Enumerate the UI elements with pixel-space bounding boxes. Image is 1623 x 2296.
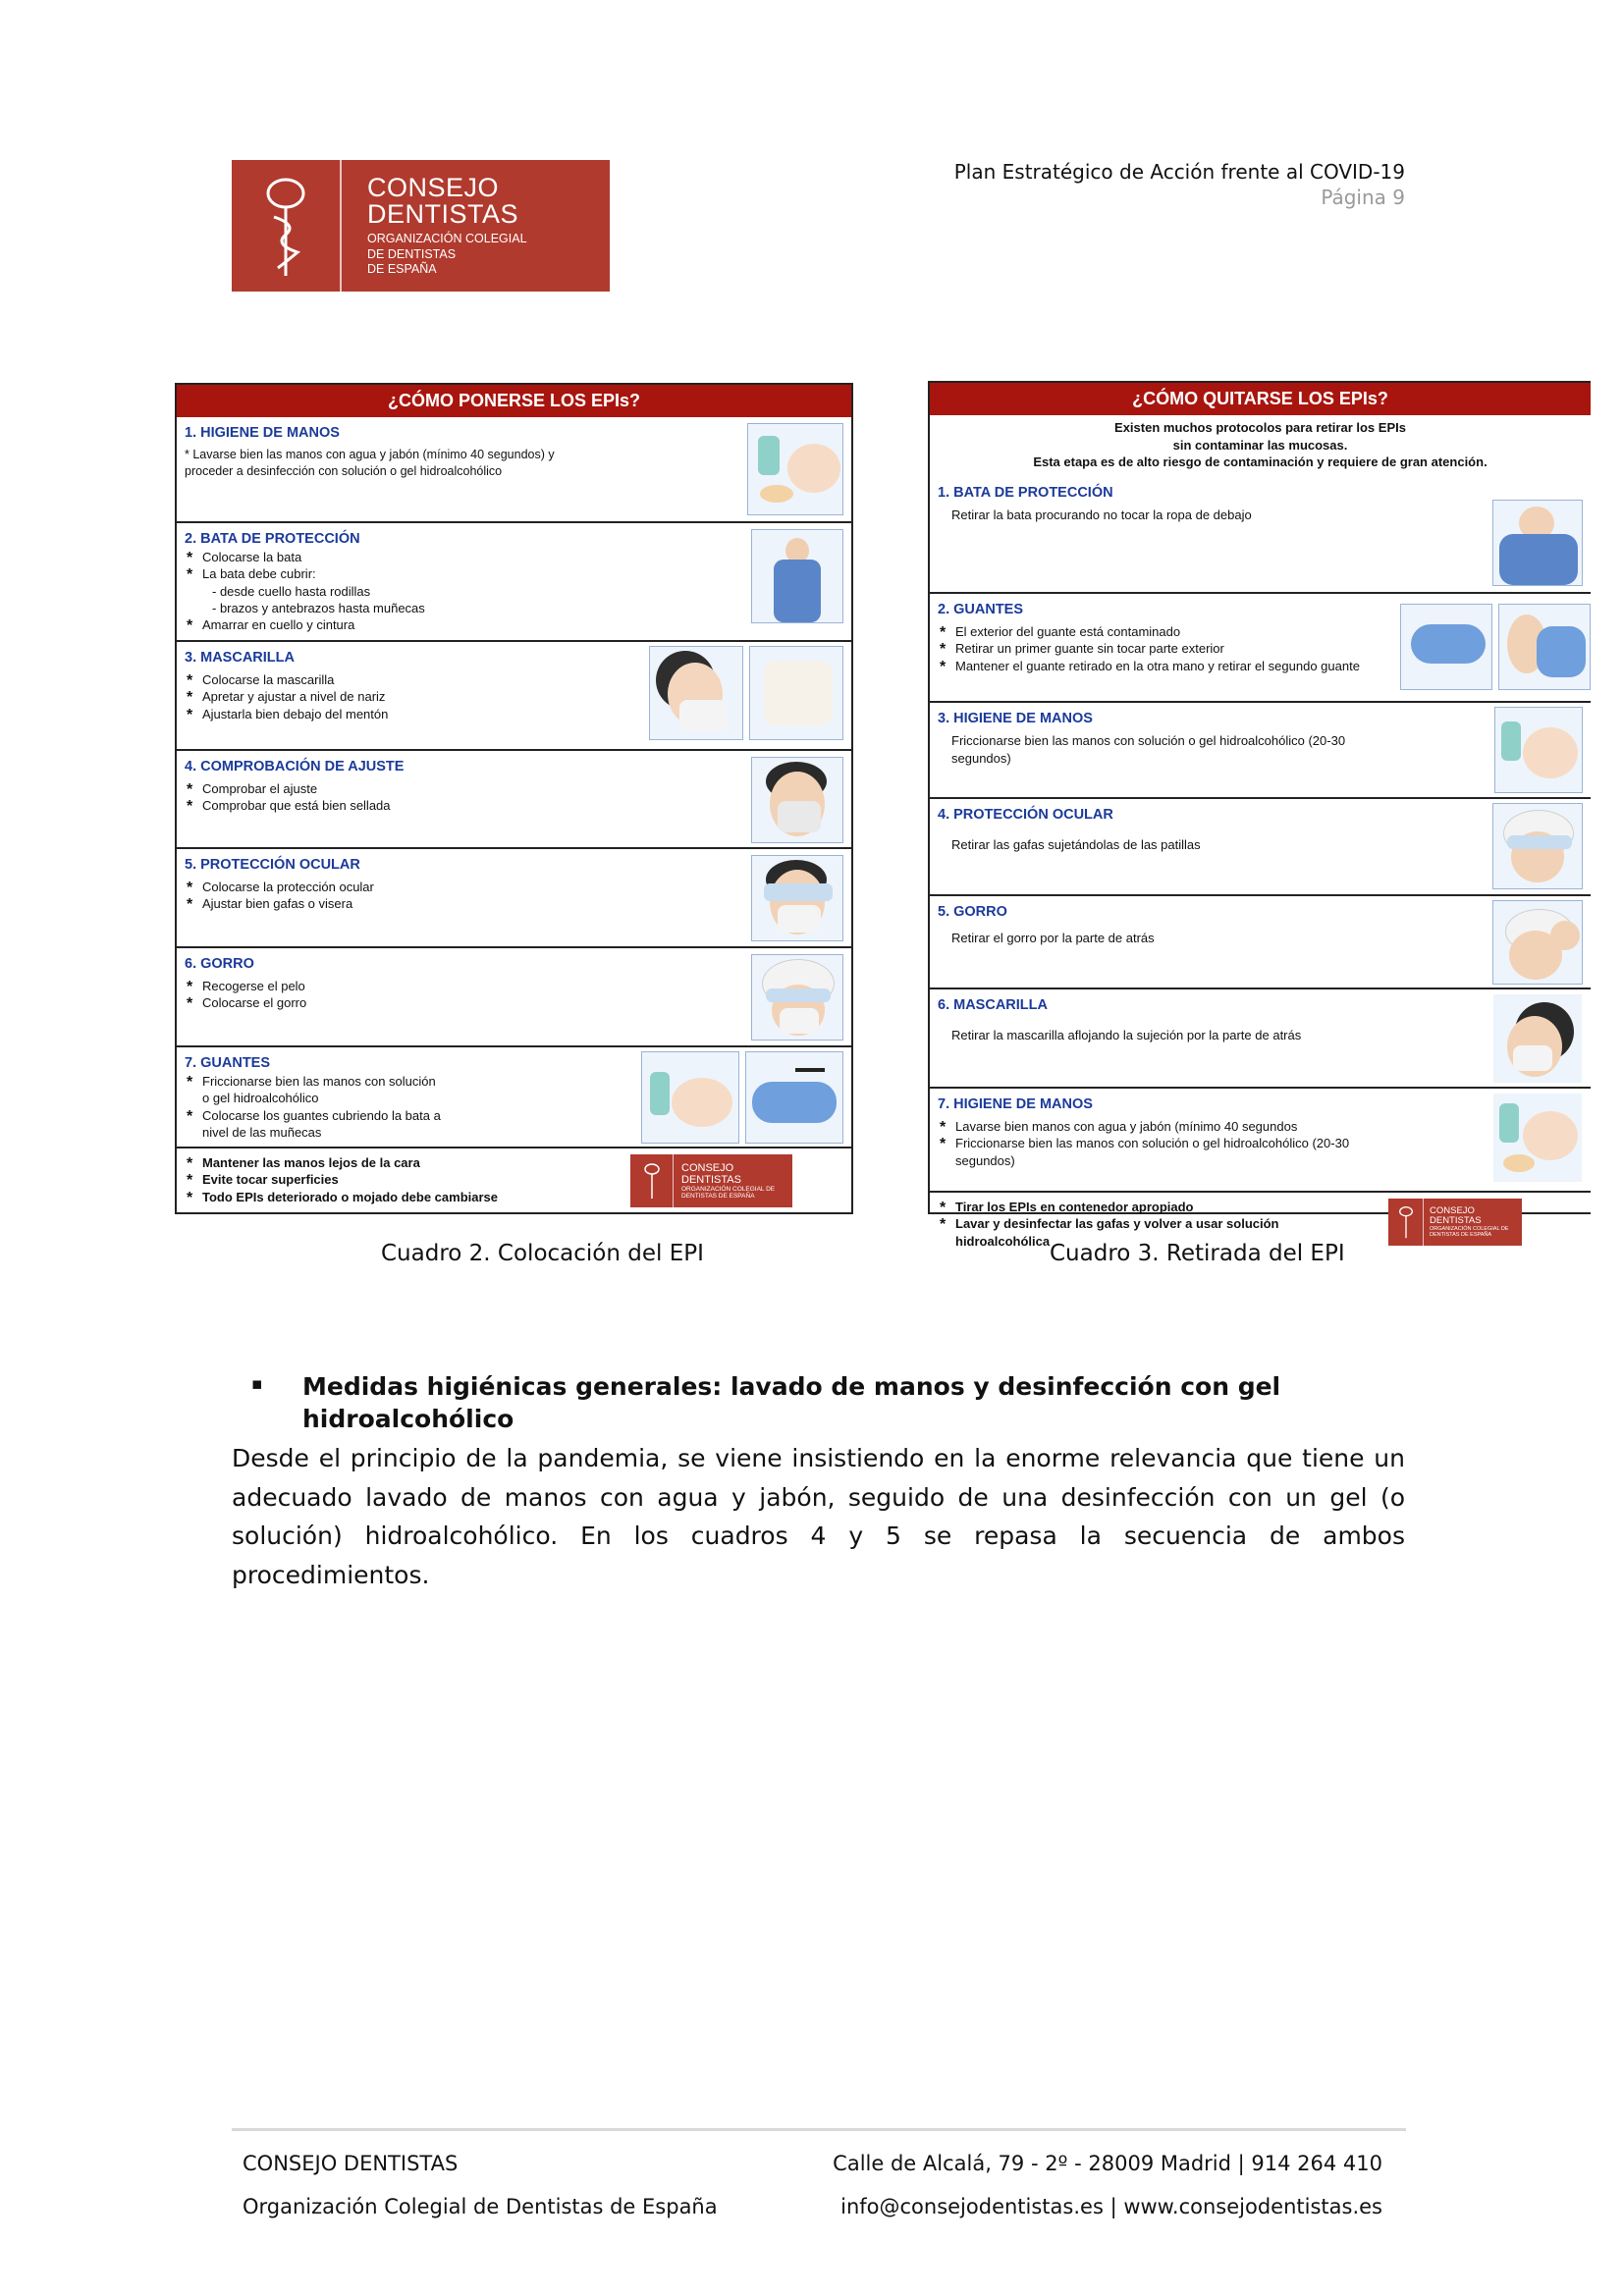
section-title: 2. GUANTES [938,602,1024,617]
logo-line-2: DENTISTAS [367,199,519,230]
glove-removal-illustration-2 [1498,604,1591,690]
gown-removal-illustration [1492,500,1583,586]
consejo-dentistas-mini-logo [1388,1199,1522,1246]
cap-removal-illustration [1492,900,1583,985]
section-title: 4. PROTECCIÓN OCULAR [938,807,1113,823]
section-title: 3. HIGIENE DE MANOS [938,711,1093,726]
section-title: 4. COMPROBACIÓN DE AJUSTE [185,759,405,774]
page-header [954,160,1405,209]
mini-logo-line-1: CONSEJO [681,1161,734,1174]
intro-line: Esta etapa es de alto riesgo de contaminación y requiere de gran atención. [1033,454,1488,470]
logo-sub-3: DE ESPAÑA [367,262,437,277]
list-item: * Comprobar el ajuste [185,780,843,797]
logo-sub-1: ORGANIZACIÓN COLEGIAL [367,232,527,246]
hand-washing-illustration [1492,1093,1583,1183]
mini-logo-line-2: DENTISTAS [1430,1214,1482,1226]
caduceus-icon [232,160,342,292]
section-fit-check [177,751,851,849]
list-item: * Lavarse bien manos con agua y jabón (mínimo 40 segundos [938,1118,1399,1135]
section-title: 3. MASCARILLA [185,650,295,666]
section-text: Retirar la mascarilla aflojando la sujeción por la parte de atrás [951,1028,1302,1042]
list-item: * Ajustar bien gafas o visera [185,895,843,912]
section-mask-removal [930,989,1591,1089]
hand-rub-illustration [1494,707,1583,793]
caption-cuadro-3: Cuadro 3. Retirada del EPI [1050,1241,1345,1266]
donning-epi-panel [175,383,853,1214]
list-item: * Todo EPIs deteriorado o mojado debe cambiarse [185,1189,843,1205]
gloving-illustration [745,1051,843,1144]
list-item: * Lavar y desinfectar las gafas y volver a usar solución hidroalcohólica [938,1215,1321,1250]
mask-removal-illustration [1492,993,1583,1084]
goggles-illustration [751,855,843,941]
mini-logo-line-1: CONSEJO [1430,1204,1475,1216]
list-item: * Mantener el guante retirado en la otra mano y retirar el segundo guante [938,658,1370,674]
section-cap-removal [930,896,1591,989]
section-hand-hygiene-3 [930,1089,1591,1193]
list-item: nivel de las muñecas [202,1124,322,1140]
list-item: * Colocarse los guantes cubriendo la bata a [185,1107,843,1124]
section-hand-hygiene-2 [930,703,1591,799]
section-heading: Medidas higiénicas generales: lavado de manos y desinfección con gel hidroalcohólico [302,1372,1281,1433]
list-item: * Tirar los EPIs en contenedor apropiado [938,1199,1321,1215]
list-item: * Mantener las manos lejos de la cara [185,1154,843,1171]
list-item: * Evite tocar superficies [185,1171,843,1188]
section-mask [177,642,851,751]
section-title: 1. BATA DE PROTECCIÓN [938,484,1113,501]
footer-address: Calle de Alcalá, 79 - 2º - 28009 Madrid | 914 264 410 [833,2152,1382,2175]
list-item: * Colocarse la bata [185,549,843,565]
panel-banner: ¿CÓMO QUITARSE LOS EPIs? [930,383,1591,415]
cap-illustration [751,954,843,1041]
body-paragraph: Desde el principio de la pandemia, se viene insistiendo en la enorme relevancia que tiene un adecuado lavado de manos con agua y jabón, seguido de una desinfección con un gel (o solución) hidroalcohólico. En los cuadros 4 y 5 se repasa la secuencia de ambos procedimientos. [232,1444,1405,1589]
intro-line: sin contaminar las mucosas. [1172,437,1348,453]
bullet-square-icon: ▪ [251,1374,263,1394]
section-hand-hygiene [177,417,851,523]
section-eye-protection [177,849,851,948]
list-item: o gel hidroalcohólico [202,1091,319,1106]
consejo-dentistas-logo [232,160,610,292]
section-eye-protection-removal [930,799,1591,896]
list-item: * Colocarse la protección ocular [185,879,843,895]
list-item: * Ajustarla bien debajo del mentón [185,706,843,722]
section-title: 2. BATA DE PROTECCIÓN [185,531,360,547]
list-item: - desde cuello hasta rodillas [212,583,371,599]
list-item: * Colocarse la mascarilla [185,671,843,688]
section-title: 7. GUANTES [185,1055,271,1071]
section-cap [177,948,851,1047]
footer-divider [232,2128,1406,2131]
list-item: * Amarrar en cuello y cintura [185,616,843,633]
footer-org-full: Organización Colegial de Dentistas de España [243,2195,718,2218]
intro-line: Existen muchos protocolos para retirar los EPIs [1114,420,1406,435]
list-item: - brazos y antebrazos hasta muñecas [212,600,425,615]
footer-org-name: CONSEJO DENTISTAS [243,2152,459,2175]
list-item: * Recogerse el pelo [185,978,843,994]
list-item: * Friccionarse bien las manos con solución [185,1073,843,1090]
fit-check-illustration [751,757,843,843]
mini-logo-sub: ORGANIZACIÓN COLEGIAL DE DENTISTAS DE ESPAÑA [681,1185,776,1201]
section-title: 6. GORRO [185,956,254,972]
consejo-dentistas-mini-logo [630,1154,792,1207]
section-gloves [177,1047,851,1148]
footer-contact: info@consejodentistas.es | www.consejodentistas.es [840,2195,1382,2218]
list-item: * Retirar un primer guante sin tocar parte exterior [938,640,1370,657]
hand-washing-illustration [747,423,843,515]
section-glove-removal [930,594,1591,703]
section-text: Retirar el gorro por la parte de atrás [951,931,1155,945]
list-item: * Apretar y ajustar a nivel de nariz [185,688,843,705]
list-item: * Comprobar que está bien sellada [185,797,843,814]
mini-logo-line-2: DENTISTAS [681,1173,741,1186]
logo-line-1: CONSEJO [367,173,500,203]
caption-cuadro-2: Cuadro 2. Colocación del EPI [381,1241,704,1266]
list-item: * Colocarse el gorro [185,994,843,1011]
mask-fitting-illustration [649,646,743,740]
section-title: 7. HIGIENE DE MANOS [938,1096,1093,1112]
section-text: * Lavarse bien las manos con agua y jabón (mínimo 40 segundos) y proceder a desinfección con solución o gel hidroalcohólico [185,448,555,478]
mask-illustration [749,646,843,740]
caduceus-icon [1388,1199,1424,1246]
gown-illustration [751,529,843,623]
glove-removal-illustration [1400,604,1492,690]
section-gown-removal [930,415,1591,594]
caduceus-icon [630,1154,674,1207]
section-text: Retirar las gafas sujetándolas de las patillas [951,837,1201,852]
hand-rub-illustration [641,1051,739,1144]
mini-logo-sub: ORGANIZACIÓN COLEGIAL DE DENTISTAS DE ESPAÑA [1430,1226,1509,1239]
page-number: Página 9 [1321,186,1405,209]
panel-banner: ¿CÓMO PONERSE LOS EPIs? [177,385,851,417]
intro-text [938,415,1583,473]
goggles-removal-illustration [1492,803,1583,889]
section-title: 5. GORRO [938,904,1007,920]
section-text: Retirar la bata procurando no tocar la ropa de debajo [951,507,1252,522]
doffing-epi-panel [928,381,1591,1249]
list-item: * La bata debe cubrir: [185,565,843,582]
section-general-advice [177,1148,851,1205]
section-title: 1. HIGIENE DE MANOS [185,425,340,441]
logo-sub-2: DE DENTISTAS [367,246,457,261]
section-gown [177,523,851,642]
document-title: Plan Estratégico de Acción frente al COVID-19 [953,160,1405,184]
list-item: * El exterior del guante está contaminado [938,623,1370,640]
section-text: Friccionarse bien las manos con solución o gel hidroalcohólico (20-30 segundos) [951,733,1346,766]
section-title: 6. MASCARILLA [938,997,1048,1013]
section-title: 5. PROTECCIÓN OCULAR [185,857,360,873]
list-item: * Friccionarse bien las manos con solución o gel hidroalcohólico (20-30 segundos) [938,1135,1399,1169]
